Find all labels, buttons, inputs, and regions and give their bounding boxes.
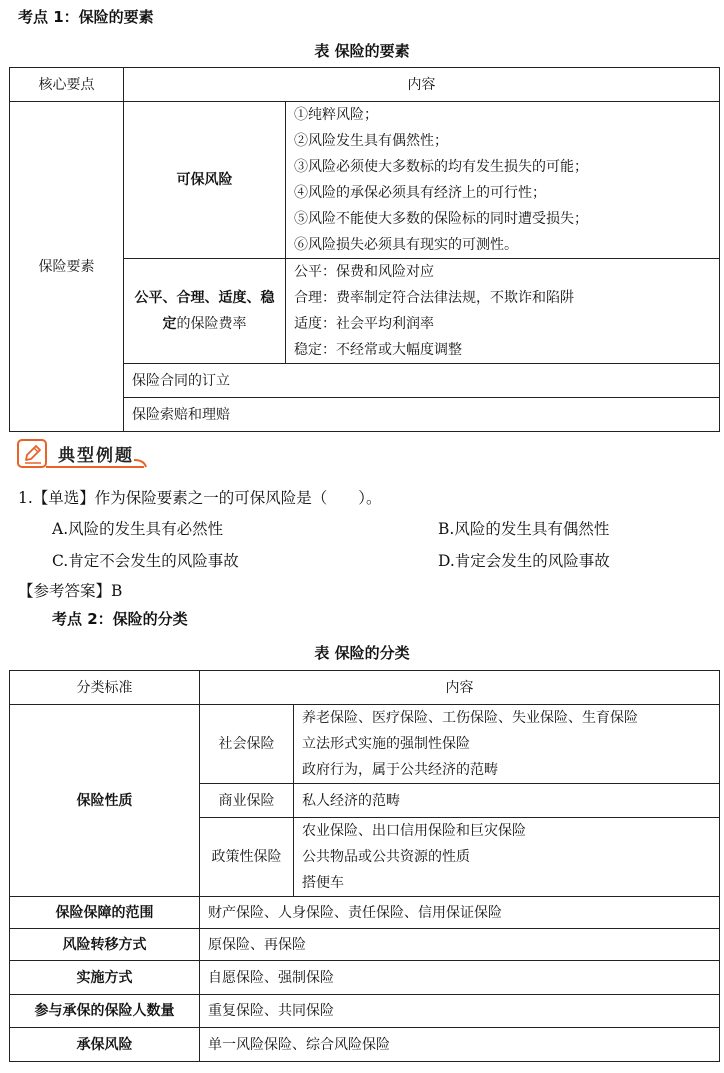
list-item: ③风险必须使大多数标的均有发生损失的可能； [294, 159, 588, 175]
header-classification: 分类标准 [10, 671, 200, 705]
option-c: C.肯定不会发生的风险事故 [52, 552, 239, 570]
list-item: 公平：保费和风险对应 [294, 264, 434, 280]
implementation-label: 实施方式 [10, 961, 200, 995]
risk-transfer-label: 风险转移方式 [10, 929, 200, 961]
table-row [10, 929, 720, 961]
premium-rate-label [124, 259, 286, 364]
section2-table-caption: 表 保险的分类 [314, 644, 410, 662]
list-item: 农业保险、出口信用保险和巨灾保险 [302, 823, 526, 839]
commercial-insurance-label: 商业保险 [200, 784, 294, 818]
list-item: 稳定：不经常或大幅度调整 [294, 342, 462, 358]
header-content: 内容 [124, 68, 720, 102]
policy-insurance-list [294, 818, 720, 897]
list-item: 合理：费率制定符合法律法规，不欺诈和陷阱 [294, 290, 574, 306]
option-a: A.风险的发生具有必然性 [52, 520, 224, 538]
premium-rate-list [286, 259, 720, 364]
table-row [10, 897, 720, 929]
insurable-risk-list [286, 102, 720, 259]
social-insurance-label: 社会保险 [200, 705, 294, 784]
table-header-row [10, 68, 720, 102]
implementation-content: 自愿保险、强制保险 [200, 961, 720, 995]
table-row [10, 1028, 720, 1062]
list-item: 政府行为，属于公共经济的范畴 [302, 762, 498, 778]
section1-table-caption: 表 保险的要素 [314, 42, 410, 60]
question-text: 1.【单选】作为保险要素之一的可保风险是（ ）。 [18, 489, 382, 507]
header-core-points: 核心要点 [10, 68, 124, 102]
list-item: ⑥风险损失必须具有现实的可测性。 [294, 237, 518, 253]
risk-transfer-content: 原保险、再保险 [200, 929, 720, 961]
option-b: B.风险的发生具有偶然性 [438, 520, 610, 538]
table-row [10, 961, 720, 995]
claims-settlement: 保险索赔和理赔 [124, 398, 720, 432]
list-item: ②风险发生具有偶然性； [294, 133, 448, 149]
section2-heading: 考点 2：保险的分类 [52, 610, 188, 628]
insurance-nature-label: 保险性质 [10, 705, 200, 897]
list-item: 立法形式实施的强制性保险 [302, 736, 470, 752]
section1-heading: 考点 1：保险的要素 [18, 8, 154, 26]
insurer-count-label: 参与承保的保险人数量 [10, 995, 200, 1028]
list-item: 养老保险、医疗保险、工伤保险、失业保险、生育保险 [302, 710, 638, 726]
table-row [10, 705, 720, 784]
underwritten-risk-label: 承保风险 [10, 1028, 200, 1062]
underwritten-risk-content: 单一风险保险、综合风险保险 [200, 1028, 720, 1062]
example-banner [16, 438, 148, 470]
list-item: ④风险的承保必须具有经济上的可行性； [294, 185, 546, 201]
option-d: D.肯定会发生的风险事故 [438, 552, 610, 570]
reference-answer: 【参考答案】B [18, 582, 123, 600]
insurance-classification-table [9, 670, 720, 1062]
commercial-insurance-content: 私人经济的范畴 [294, 784, 720, 818]
list-item: ①纯粹风险； [294, 107, 378, 123]
coverage-scope-label: 保险保障的范围 [10, 897, 200, 929]
premium-label-line1: 公平、合理、适度、稳 [134, 290, 275, 306]
insurer-count-content: 重复保险、共同保险 [200, 995, 720, 1028]
contract-signing: 保险合同的订立 [124, 364, 720, 398]
list-item: 公共物品或公共资源的性质 [302, 849, 470, 865]
table-row [10, 995, 720, 1028]
table-row [10, 102, 720, 259]
social-insurance-list [294, 705, 720, 784]
list-item: 适度：社会平均利润率 [294, 316, 434, 332]
premium-label-rest: 的保险费率 [176, 316, 247, 332]
insurable-risk-label: 可保风险 [124, 102, 286, 259]
example-title: 典型例题 [58, 446, 134, 466]
list-item: ⑤风险不能使大多数的保险标的同时遭受损失； [294, 211, 588, 227]
row-label-insurance-elements: 保险要素 [10, 102, 124, 432]
table-header-row [10, 671, 720, 705]
header-content: 内容 [200, 671, 720, 705]
coverage-scope-content: 财产保险、人身保险、责任保险、信用保证保险 [200, 897, 720, 929]
policy-insurance-label: 政策性保险 [200, 818, 294, 897]
premium-label-bold: 定 [162, 316, 177, 332]
pencil-icon [22, 443, 44, 465]
insurance-elements-table [9, 67, 720, 432]
list-item: 搭便车 [302, 875, 344, 891]
